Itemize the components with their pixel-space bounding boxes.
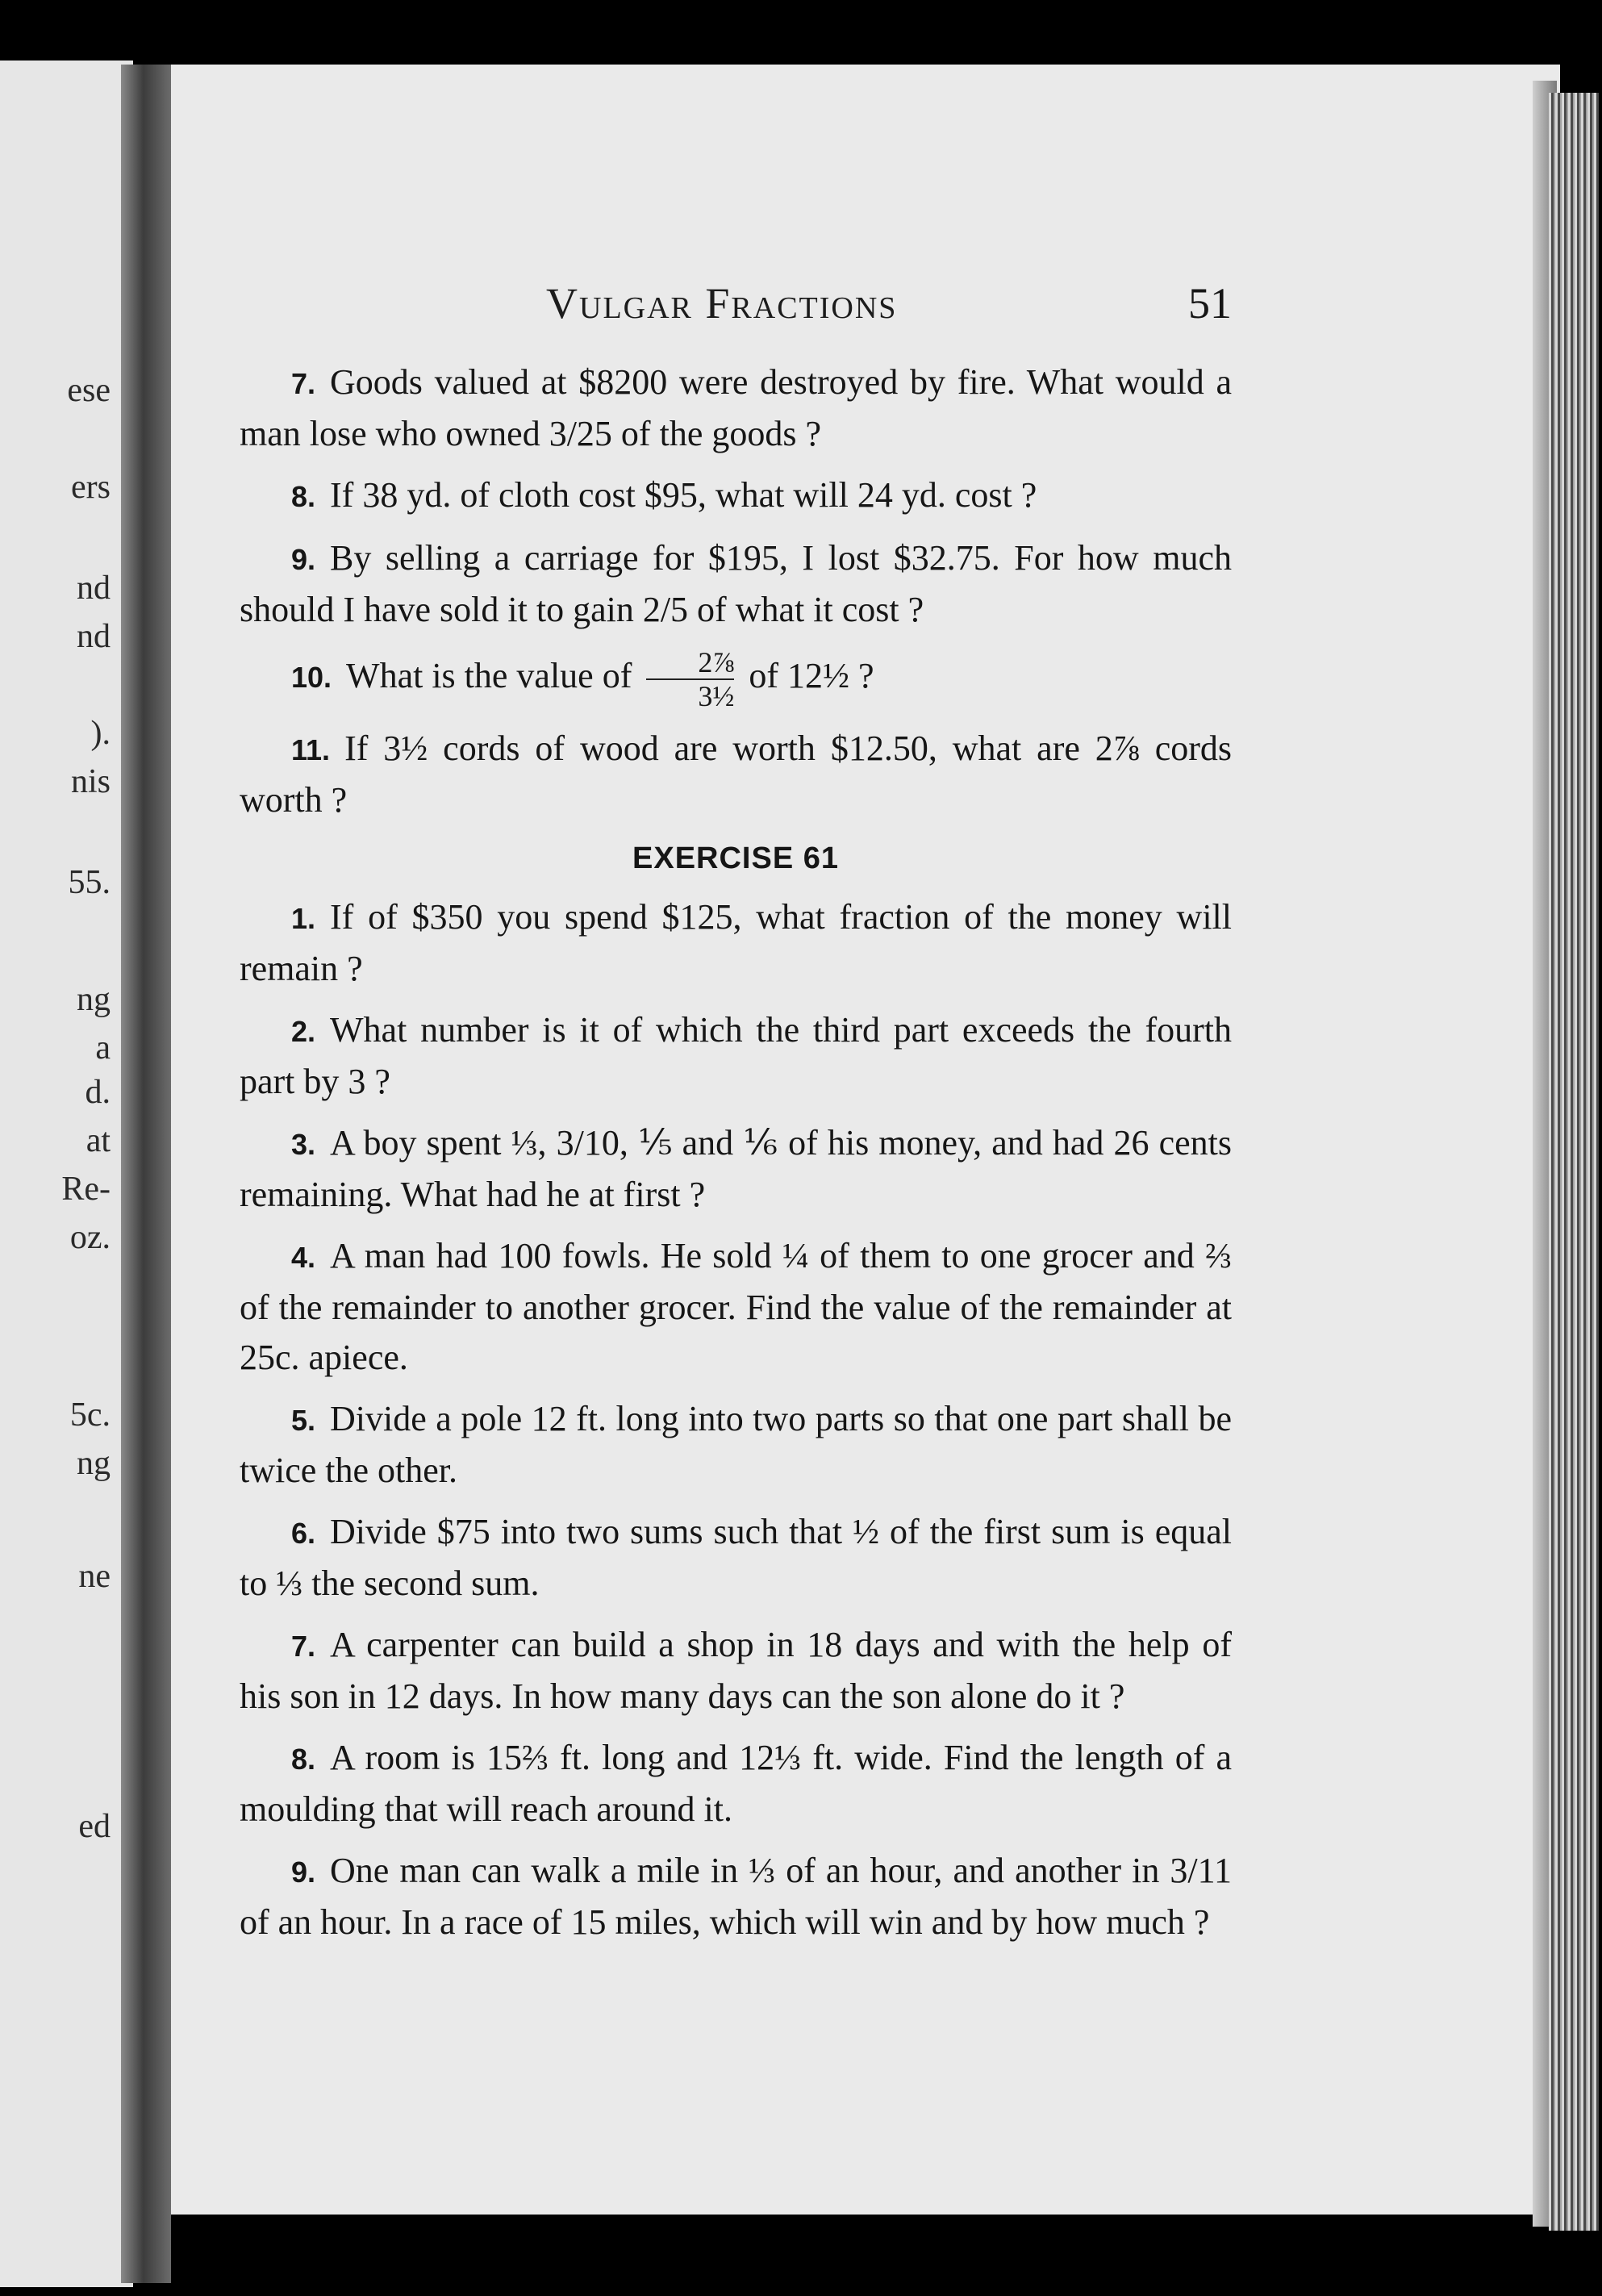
problem — [240, 357, 1232, 459]
problem — [240, 1620, 1232, 1722]
page-content — [240, 278, 1232, 1959]
page-stack-edges — [1549, 93, 1599, 2231]
problem-text: If of $350 you spend $125, what fraction of the money will remain ? — [240, 897, 1232, 988]
facing-page-fragment: nd — [77, 618, 111, 655]
problem-text: What is the value of — [346, 656, 632, 696]
problem — [240, 533, 1232, 635]
problem-text: By selling a carriage for $195, I lost $32.75. For how much should I have sold it to gain 2/5 of what it cost ? — [240, 538, 1232, 629]
fraction-numerator: 2⅞ — [698, 646, 735, 678]
problem-text: What number is it of which the third part exceeds the fourth part by 3 ? — [240, 1010, 1232, 1101]
problem — [240, 470, 1232, 522]
problem-text: A room is 15⅔ ft. long and 12⅓ ft. wide. Find the length of a moulding that will reach around it. — [240, 1738, 1232, 1829]
problem-text: A boy spent ⅓, 3/10, ⅕ and ⅙ of his money, and had 26 cents remaining. What had he at first ? — [240, 1123, 1232, 1214]
facing-page-fragment: d. — [85, 1074, 111, 1111]
problem-text: One man can walk a mile in ⅓ of an hour, and another in 3/11 of an hour. In a race of 15 miles, which will win and by how much ? — [240, 1851, 1232, 1942]
problem — [240, 1846, 1232, 1947]
problem — [240, 724, 1232, 825]
book-gutter — [121, 65, 171, 2283]
facing-page — [0, 61, 133, 2287]
facing-page-fragment: ng — [77, 981, 111, 1018]
previous-exercise-continued — [240, 357, 1232, 825]
problem — [240, 1005, 1232, 1107]
problem-number: 7. — [291, 367, 316, 400]
page-number: 51 — [1188, 279, 1232, 328]
facing-page-fragment: ne — [78, 1558, 111, 1595]
problem-number: 6. — [291, 1517, 316, 1550]
problem-number: 9. — [291, 543, 316, 576]
problem-text: A carpenter can build a shop in 18 days and with the help of his son in 12 days. In how many days can the son alone do it ? — [240, 1625, 1232, 1716]
problem-number: 2. — [291, 1015, 316, 1048]
problem-number: 11. — [291, 733, 331, 766]
running-title: Vulgar Fractions — [546, 279, 898, 328]
facing-page-fragment: 5c. — [69, 1396, 111, 1434]
problem-number: 1. — [291, 902, 316, 935]
problem — [240, 1733, 1232, 1835]
problem-number: 4. — [291, 1241, 316, 1274]
problem — [240, 1231, 1232, 1383]
complex-fraction — [646, 646, 734, 712]
problem-number: 8. — [291, 1743, 316, 1776]
facing-page-fragment: Re- — [61, 1171, 111, 1208]
facing-page-fragment: ers — [71, 469, 111, 506]
problem — [240, 892, 1232, 994]
problem-number: 9. — [291, 1856, 316, 1889]
fraction-denominator: 3½ — [646, 678, 734, 712]
problem-number: 8. — [291, 480, 316, 513]
facing-page-fragment: at — [86, 1122, 111, 1159]
problem-text: of 12½ ? — [749, 656, 874, 696]
problem-number: 7. — [291, 1630, 316, 1663]
problem — [240, 1394, 1232, 1496]
facing-page-fragment: ). — [90, 715, 111, 752]
problem-text: If 3½ cords of wood are worth $12.50, what are 2⅞ cords worth ? — [240, 728, 1232, 820]
running-header — [240, 278, 1232, 351]
problem-number: 5. — [291, 1404, 316, 1437]
problem-number: 10. — [291, 661, 332, 695]
facing-page-fragment: ed — [78, 1808, 111, 1845]
exercise-heading: EXERCISE 61 — [632, 841, 839, 875]
problem-text: Goods valued at $8200 were destroyed by fire. What would a man lose who owned 3/25 of the goods ? — [240, 362, 1232, 453]
facing-page-fragment: ng — [77, 1445, 111, 1482]
facing-page-fragment: nd — [77, 570, 111, 607]
problem-text: If 38 yd. of cloth cost $95, what will 24 yd. cost ? — [330, 475, 1037, 515]
facing-page-fragment: 55. — [68, 864, 111, 901]
problem-text: Divide $75 into two sums such that ½ of the first sum is equal to ⅓ the second sum. — [240, 1512, 1232, 1603]
problem — [240, 1118, 1232, 1220]
problem — [240, 1507, 1232, 1609]
facing-page-fragment: oz. — [69, 1219, 111, 1256]
facing-page-fragment: a — [95, 1029, 111, 1067]
problem-text: Divide a pole 12 ft. long into two parts so that one part shall be twice the other. — [240, 1399, 1232, 1490]
facing-page-fragment: ese — [67, 372, 111, 409]
problem-number: 3. — [291, 1128, 316, 1161]
exercise-problems — [240, 892, 1232, 1947]
problem — [240, 646, 1232, 712]
problem-text: A man had 100 fowls. He sold ¼ of them to one grocer and ⅔ of the remainder to another grocer. Find the value of the remainder at 25c. apiece. — [240, 1236, 1232, 1377]
facing-page-fragment: nis — [70, 763, 111, 800]
